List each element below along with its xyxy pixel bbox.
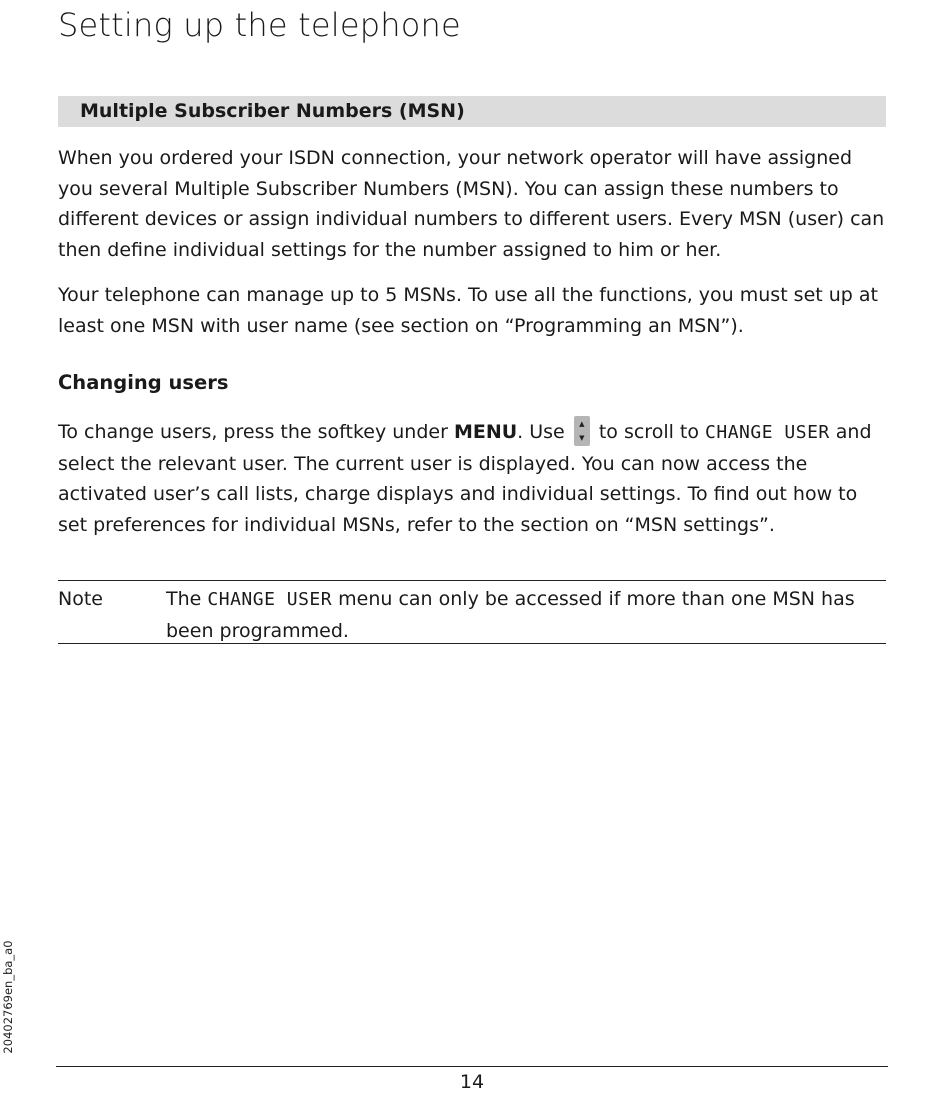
arrow-down-icon: ▼ (579, 434, 585, 442)
text-segment: The (166, 588, 208, 610)
lcd-change-user-text: CHANGE USER (705, 422, 830, 443)
footer-divider (56, 1066, 888, 1067)
section-heading-bar (58, 96, 886, 127)
chapter-title: Setting up the telephone (58, 6, 461, 44)
menu-softkey-label: MENU (453, 421, 518, 443)
text-segment: menu can only be accessed if more than one MSN has been programmed. (166, 588, 855, 642)
section-heading: Multiple Subscriber Numbers (MSN) (80, 100, 465, 122)
scroll-updown-key-icon (574, 416, 590, 446)
document-code: 20402769en_ba_a0 (1, 940, 15, 1054)
text-segment: and select the relevant user. The current user is displayed. You can now access the activated user’s call lists, charge displays and individual settings. To find out how to set preferences for individual MSNs, refer to the section on “MSN settings”. (58, 421, 872, 536)
text-segment: To change users, press the softkey under (58, 421, 454, 443)
text-segment: to scroll to (592, 421, 706, 443)
note-text (166, 584, 866, 646)
arrow-up-icon: ▲ (579, 420, 585, 428)
note-label: Note (58, 588, 103, 610)
note-divider-bottom (58, 643, 886, 644)
changing-users-heading: Changing users (58, 371, 229, 394)
page-number: 14 (459, 1071, 485, 1093)
paragraph-changing-users (58, 416, 888, 540)
paragraph-msn-intro: When you ordered your ISDN connection, your network operator will have assigned you several Multiple Subscriber Numbers (MSN). You can assign these numbers to different devices or assign individual numbers to different users. Every MSN (user) can then define individual settings for the number assigned to him or her. (58, 147, 885, 261)
lcd-change-user-text: CHANGE USER (207, 589, 333, 610)
note-divider-top (58, 580, 886, 581)
paragraph-msn-limit: Your telephone can manage up to 5 MSNs. To use all the functions, you must set up at least one MSN with user name (see section on “Programming an MSN”). (58, 284, 878, 337)
text-segment: . Use (517, 421, 571, 443)
